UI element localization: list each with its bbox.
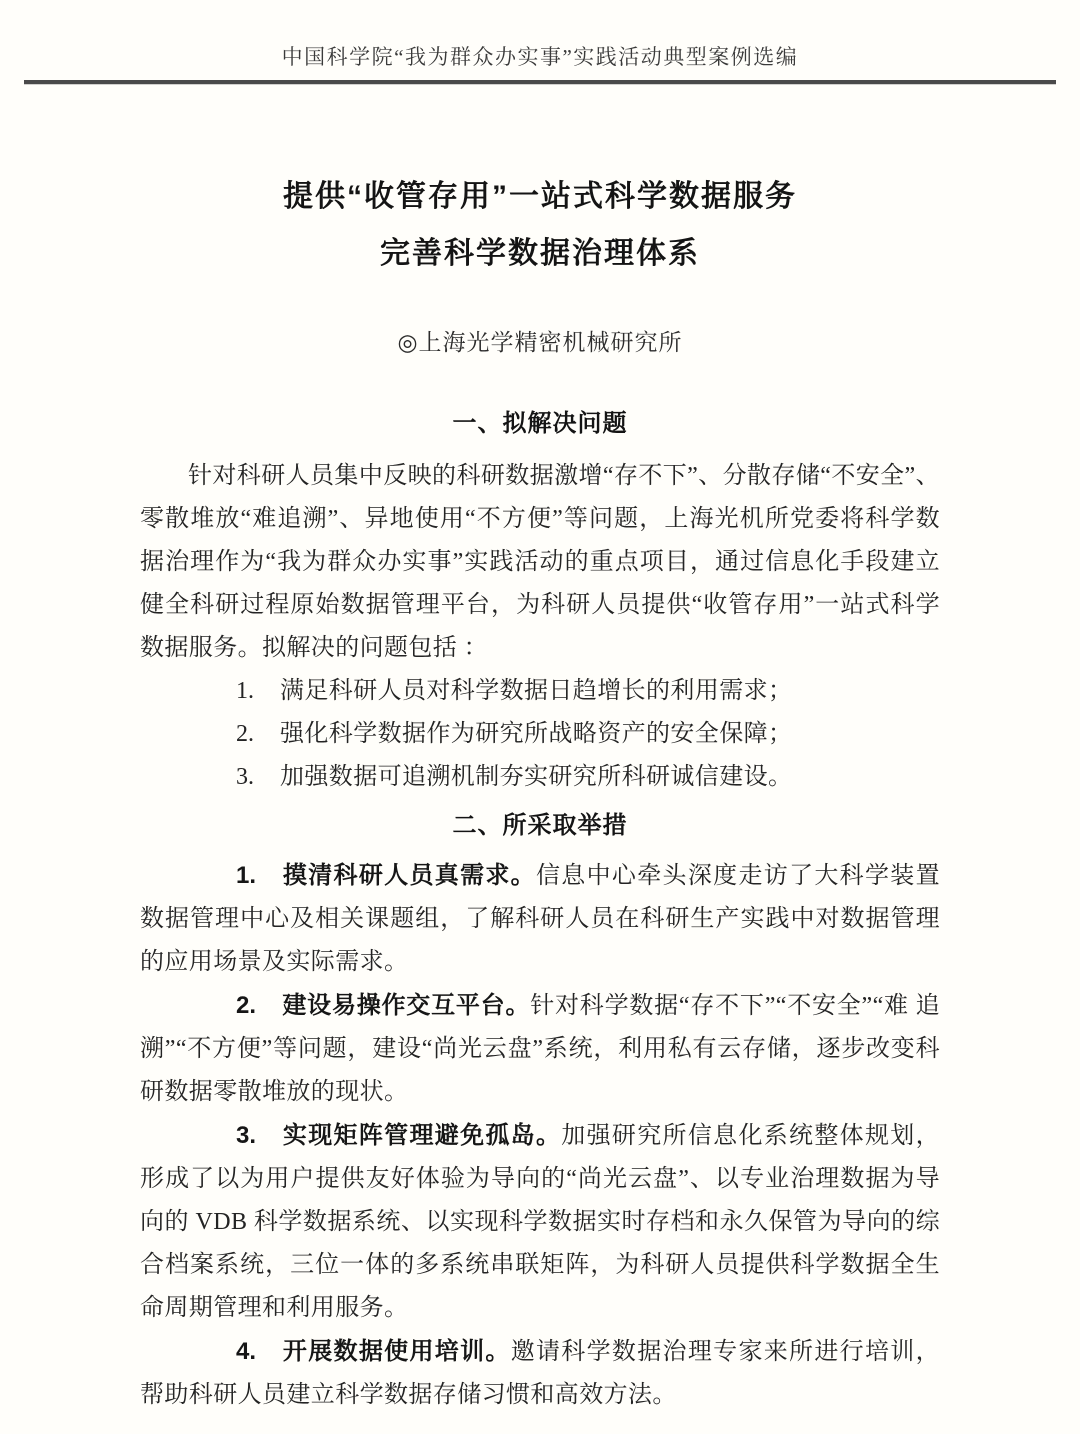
doc-title-line1: 提供“收管存用”一站式科学数据服务: [283, 180, 797, 213]
byline: ◎上海光学精密机械研究所: [397, 330, 683, 355]
section-problems: [0, 402, 1080, 799]
measure-text: 针对科学数据“存不下”“不安全”“难 追溯”“不方便”等问题，建设“尚光云盘”系统，利用私有云存储，逐步改变科研数据零散堆放的现状。: [140, 993, 941, 1105]
list-item-number: 3.: [236, 764, 254, 790]
measure-number: 2.: [236, 992, 257, 1019]
list-item-number: 2.: [236, 721, 254, 747]
measure-number: 4.: [236, 1338, 257, 1365]
list-item-text: 强化科学数据作为研究所战略资产的安全保障；: [280, 721, 793, 747]
section-problems-body: [140, 455, 940, 799]
section-measures: [0, 804, 1080, 1417]
section-measures-heading: 二、所采取举措: [452, 812, 628, 839]
measure-lead: 建设易操作交互平台。: [282, 992, 531, 1019]
measure-text: 加强研究所信息化系统整体规划， 形成了以为用户提供友好体验为导向的“尚光云盘”、以专业治理数据为导向的 VDB 科学数据系统、以实现科学数据实时存档和永久保管为导向的综合档案系统，三位一体的多系统串联矩阵，为科研人员提供科学数据全生命周期管理和利用服务。: [140, 1123, 940, 1321]
page-header: [0, 0, 1080, 84]
running-header-title: 中国科学院“我为群众办实事”实践活动典型案例选编: [281, 45, 799, 69]
list-item: [140, 756, 940, 799]
measure-text: 邀请科学数据治理专家来所进行培训， 帮助科研人员建立科学数据存储习惯和高效方法。: [140, 1339, 940, 1408]
measure-paragraph: [140, 984, 940, 1114]
list-item-text: 加强数据可追溯机制夯实研究所科研诚信建设。: [280, 764, 793, 790]
measure-paragraph: [140, 854, 940, 984]
list-item: [140, 670, 940, 713]
section-measures-body: [140, 854, 940, 1417]
measure-lead: 开展数据使用培训。: [282, 1338, 511, 1365]
doc-title: [0, 168, 1080, 282]
header-rule: [24, 80, 1056, 84]
list-item: [140, 713, 940, 756]
measure-lead: 摸清科研人员真需求。: [282, 862, 536, 889]
measure-lead: 实现矩阵管理避免孤岛。: [282, 1122, 562, 1149]
list-item-number: 1.: [236, 678, 254, 704]
doc-title-line2: 完善科学数据治理体系: [380, 237, 700, 270]
measure-paragraph: [140, 1114, 940, 1330]
measure-text: 信息中心牵头深度走访了大科学装置 数据管理中心及相关课题组，了解科研人员在科研生产实践中对数据管理的应用场景及实际需求。: [140, 863, 941, 975]
section-problems-heading: 一、拟解决问题: [452, 410, 628, 437]
list-item-text: 满足科研人员对科学数据日趋增长的利用需求；: [280, 678, 793, 704]
intro-paragraph: 针对科研人员集中反映的科研数据激增“存不下”、分散存储“不安全”、零散堆放“难追溯”、异地使用“不方便”等问题，上海光机所党委将科学数据治理作为“我为群众办实事”实践活动的重点项目，通过信息化手段建立健全科研过程原始数据管理平台，为科研人员提供“收管存用”一站式科学数据服务。拟解决的问题包括 ：: [140, 463, 940, 661]
measure-number: 1.: [236, 862, 257, 889]
measure-paragraph: [140, 1330, 940, 1417]
measure-number: 3.: [236, 1122, 257, 1149]
